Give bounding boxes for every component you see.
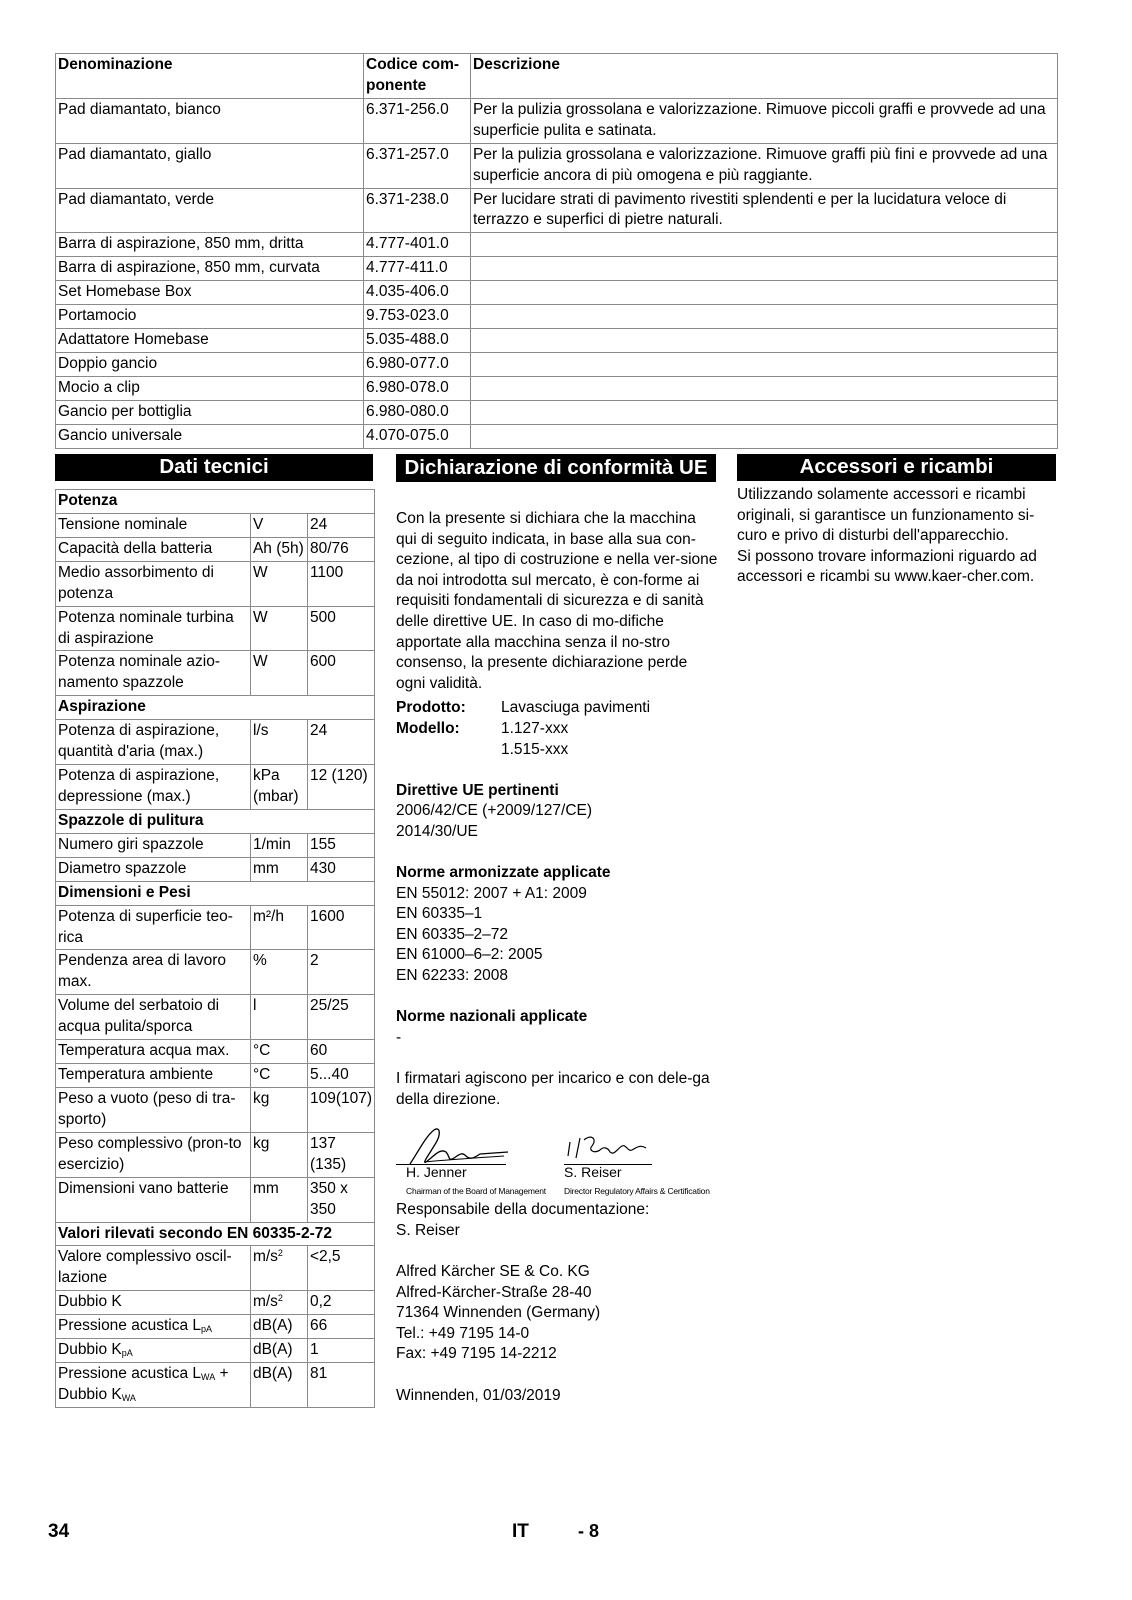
table-cell: Mocio a clip bbox=[56, 376, 364, 400]
tech-label-text: Dimensioni vano batterie bbox=[58, 1179, 229, 1197]
tech-label bbox=[56, 720, 251, 765]
tech-label-subscript: WA bbox=[121, 1392, 136, 1403]
table-cell: Doppio gancio bbox=[56, 352, 364, 376]
tech-label-text: Pressione acustica L bbox=[58, 1365, 202, 1383]
accessori-header: Accessori e ricambi bbox=[737, 454, 1056, 481]
tech-unit bbox=[250, 1291, 307, 1315]
tech-label-text: Potenza nominale azio-namento spazzole bbox=[58, 653, 220, 692]
table-cell: 6.980-080.0 bbox=[364, 400, 471, 424]
tech-row bbox=[56, 513, 375, 537]
accessori-column bbox=[737, 485, 1057, 588]
tech-unit bbox=[250, 857, 307, 881]
tech-value: 24 bbox=[307, 513, 374, 537]
tech-group-row bbox=[56, 881, 375, 905]
directive-item: 2014/30/UE bbox=[396, 822, 478, 840]
tech-row bbox=[56, 950, 375, 995]
signer1-role: Chairman of the Board of Management bbox=[406, 1186, 546, 1197]
tech-unit bbox=[250, 1339, 307, 1363]
tech-group-title: Valori rilevati secondo EN 60335-2-72 bbox=[56, 1222, 375, 1246]
table-cell: 6.371-256.0 bbox=[364, 98, 471, 143]
tech-unit bbox=[250, 720, 307, 765]
tech-unit-text: kPa (mbar) bbox=[252, 767, 299, 805]
tech-group-title: Aspirazione bbox=[56, 696, 375, 720]
tech-value: 1600 bbox=[307, 905, 374, 950]
table-cell: Set Homebase Box bbox=[56, 281, 364, 305]
model-value: 1.127-xxx bbox=[501, 719, 569, 737]
table-cell: 9.753-023.0 bbox=[364, 305, 471, 329]
tech-value: 80/76 bbox=[307, 537, 374, 561]
tech-label bbox=[56, 1087, 251, 1132]
table-cell: Pad diamantato, giallo bbox=[56, 143, 364, 188]
tech-label bbox=[56, 1132, 251, 1177]
table-row bbox=[56, 376, 1058, 400]
tech-label-subscript: pA bbox=[121, 1348, 133, 1359]
tech-label bbox=[56, 905, 251, 950]
table-row bbox=[56, 329, 1058, 353]
signer2-role: Director Regulatory Affairs & Certification bbox=[564, 1186, 710, 1197]
tech-group-row bbox=[56, 490, 375, 514]
tech-unit bbox=[250, 1064, 307, 1088]
tech-unit bbox=[250, 833, 307, 857]
table-cell: 6.371-238.0 bbox=[364, 188, 471, 233]
tech-unit bbox=[250, 651, 307, 696]
tech-group-title: Spazzole di pulitura bbox=[56, 809, 375, 833]
tech-unit-text: m/s bbox=[252, 1293, 278, 1311]
tech-unit-text: mm bbox=[252, 859, 279, 877]
tech-row bbox=[56, 606, 375, 651]
tech-value: 66 bbox=[307, 1315, 374, 1339]
table-header-row bbox=[56, 54, 1058, 99]
tech-group-row bbox=[56, 696, 375, 720]
tech-unit bbox=[250, 561, 307, 606]
tech-row bbox=[56, 1315, 375, 1339]
column-header: Denominazione bbox=[56, 54, 364, 99]
tech-group-title: Potenza bbox=[56, 490, 375, 514]
table-cell: 4.777-401.0 bbox=[364, 233, 471, 257]
tech-row bbox=[56, 1246, 375, 1291]
tech-unit-text: 1/min bbox=[252, 835, 291, 853]
tech-group-row bbox=[56, 1222, 375, 1246]
tech-value: 1100 bbox=[307, 561, 374, 606]
table-row bbox=[56, 305, 1058, 329]
tech-value: 60 bbox=[307, 1040, 374, 1064]
tech-label-text: Diametro spazzole bbox=[58, 859, 187, 877]
table-row bbox=[56, 257, 1058, 281]
tech-row bbox=[56, 1363, 375, 1408]
signatures bbox=[396, 1118, 718, 1198]
table-cell bbox=[471, 329, 1058, 353]
tech-row bbox=[56, 1132, 375, 1177]
national-title: Norme nazionali applicate bbox=[396, 1008, 588, 1026]
tech-label-text: Valore complessivo oscil-lazione bbox=[58, 1248, 232, 1287]
tech-row bbox=[56, 561, 375, 606]
tech-label-text: Volume del serbatoio di acqua pulita/sporca bbox=[58, 997, 220, 1036]
norm-item: EN 60335–1 bbox=[396, 905, 483, 923]
tech-unit bbox=[250, 537, 307, 561]
model-label: Modello: bbox=[396, 719, 460, 737]
national-value: - bbox=[396, 1028, 402, 1046]
tech-label-text: Tensione nominale bbox=[58, 515, 188, 533]
tech-value: 25/25 bbox=[307, 995, 374, 1040]
model-row bbox=[396, 719, 718, 760]
tech-row bbox=[56, 765, 375, 810]
tech-unit-text: % bbox=[252, 952, 267, 970]
page-sub-number: - 8 bbox=[578, 1521, 600, 1541]
tech-label bbox=[56, 1177, 251, 1222]
tech-unit-text: m/s bbox=[252, 1248, 278, 1266]
tech-label bbox=[56, 857, 251, 881]
tech-unit-text: kg bbox=[252, 1134, 270, 1152]
table-cell: Portamocio bbox=[56, 305, 364, 329]
tech-unit bbox=[250, 905, 307, 950]
tech-label bbox=[56, 1363, 251, 1408]
directive-item: 2006/42/CE (+2009/127/CE) bbox=[396, 802, 593, 820]
tech-row bbox=[56, 1177, 375, 1222]
company-line: Tel.: +49 7195 14-0 bbox=[396, 1324, 530, 1342]
place-date: Winnenden, 01/03/2019 bbox=[396, 1386, 561, 1404]
tech-value: 155 bbox=[307, 833, 374, 857]
table-cell: Adattatore Homebase bbox=[56, 329, 364, 353]
tech-label-text: Dubbio K bbox=[58, 1293, 122, 1311]
accessori-text-2: Si possono trovare informazioni riguardo ad accessori e ricambi su www.kaer-cher.com. bbox=[737, 547, 1037, 586]
tech-label bbox=[56, 606, 251, 651]
tech-label bbox=[56, 537, 251, 561]
product-label: Prodotto: bbox=[396, 699, 466, 717]
tech-unit bbox=[250, 1177, 307, 1222]
tech-unit-text: dB(A) bbox=[252, 1341, 293, 1359]
tech-unit-text: kg bbox=[252, 1089, 270, 1107]
column-header: Codice com- ponente bbox=[364, 54, 471, 99]
decl-header: Dichiarazione di conformità UE bbox=[396, 454, 716, 482]
table-cell bbox=[471, 305, 1058, 329]
tech-label bbox=[56, 651, 251, 696]
tech-value: 109(107) bbox=[307, 1087, 374, 1132]
tech-unit-text: Ah (5h) bbox=[252, 539, 304, 557]
tech-unit-superscript: 2 bbox=[277, 1248, 283, 1259]
tech-label bbox=[56, 765, 251, 810]
table-cell: Pad diamantato, bianco bbox=[56, 98, 364, 143]
tech-unit-text: W bbox=[252, 563, 268, 581]
tech-label-text: Potenza di superficie teo-rica bbox=[58, 907, 233, 946]
tech-group-title: Dimensioni e Pesi bbox=[56, 881, 375, 905]
tech-label bbox=[56, 561, 251, 606]
tech-unit-superscript: 2 bbox=[277, 1293, 283, 1304]
tech-unit-text: l bbox=[252, 997, 257, 1015]
accessori-text-1: Utilizzando solamente accessori e ricambi originali, si garantisce un funzionamento si-curo e privo di disturbi dell'apparecchio. bbox=[737, 486, 1035, 545]
table-cell bbox=[471, 424, 1058, 448]
table-cell: 6.980-078.0 bbox=[364, 376, 471, 400]
tech-unit bbox=[250, 1040, 307, 1064]
product-row bbox=[396, 698, 718, 719]
tech-value: 430 bbox=[307, 857, 374, 881]
tech-label-text: Capacità della batteria bbox=[58, 539, 213, 557]
tech-unit bbox=[250, 1315, 307, 1339]
tech-table bbox=[55, 489, 375, 1408]
tech-unit-text: dB(A) bbox=[252, 1365, 293, 1383]
tech-value: 81 bbox=[307, 1363, 374, 1408]
signer1-name: H. Jenner bbox=[406, 1164, 467, 1181]
table-row bbox=[56, 281, 1058, 305]
tech-unit-text: °C bbox=[252, 1042, 271, 1060]
tech-value: <2,5 bbox=[307, 1246, 374, 1291]
tech-row bbox=[56, 1291, 375, 1315]
table-row bbox=[56, 400, 1058, 424]
tech-label-text: Pressione acustica L bbox=[58, 1317, 202, 1335]
tech-unit-text: W bbox=[252, 653, 268, 671]
tech-label-text: Medio assorbimento di potenza bbox=[58, 563, 214, 602]
tech-value: 137 (135) bbox=[307, 1132, 374, 1177]
tech-group-row bbox=[56, 809, 375, 833]
declaration-column bbox=[396, 509, 718, 1406]
tech-label-text: Potenza di aspirazione, depressione (max.) bbox=[58, 767, 220, 805]
signers-text: I firmatari agiscono per incarico e con dele-ga della direzione. bbox=[396, 1070, 710, 1108]
tech-label bbox=[56, 513, 251, 537]
table-cell: Gancio per bottiglia bbox=[56, 400, 364, 424]
tech-row bbox=[56, 720, 375, 765]
tech-value: 12 (120) bbox=[307, 765, 374, 810]
tech-unit bbox=[250, 1087, 307, 1132]
tech-label-text: Peso complessivo (pron-to esercizio) bbox=[58, 1134, 242, 1173]
tech-unit-text: m²/h bbox=[252, 907, 284, 925]
table-cell: 4.777-411.0 bbox=[364, 257, 471, 281]
table-cell: 6.371-257.0 bbox=[364, 143, 471, 188]
directives-title: Direttive UE pertinenti bbox=[396, 781, 559, 799]
tech-value: 1 bbox=[307, 1339, 374, 1363]
tech-row bbox=[56, 1339, 375, 1363]
tech-header: Dati tecnici bbox=[55, 454, 373, 481]
model-value: 1.515-xxx bbox=[501, 740, 569, 758]
tech-unit bbox=[250, 1132, 307, 1177]
tech-label-text: Potenza di aspirazione, quantità d'aria (max.) bbox=[58, 722, 220, 761]
tech-unit-text: V bbox=[252, 515, 264, 533]
tech-value: 350 x 350 bbox=[307, 1177, 374, 1222]
tech-unit-text: l/s bbox=[252, 722, 269, 740]
tech-label-text: Peso a vuoto (peso di tra-sporto) bbox=[58, 1089, 236, 1128]
tech-label-text: Dubbio K bbox=[58, 1341, 122, 1359]
table-cell bbox=[471, 400, 1058, 424]
tech-row bbox=[56, 537, 375, 561]
table-cell bbox=[471, 376, 1058, 400]
tech-label bbox=[56, 1246, 251, 1291]
decl-intro: Con la presente si dichiara che la macchina qui di seguito indicata, in base alla sua con-cezione, al tipo di costruzione e nella ver-sione da noi introdotta sul mercato, è con-forme ai requisiti fondamentali di sicurezza e di sanità delle direttive UE. In caso di mo-difiche apportate alla macchina senza il no-stro consenso, la presente dichiarazione perde ogni validità. bbox=[396, 510, 718, 692]
table-cell bbox=[471, 257, 1058, 281]
tech-row bbox=[56, 1064, 375, 1088]
signature-reiser bbox=[564, 1130, 654, 1166]
tech-value: 24 bbox=[307, 720, 374, 765]
table-cell: Barra di aspirazione, 850 mm, curvata bbox=[56, 257, 364, 281]
tech-label bbox=[56, 1040, 251, 1064]
table-cell: 5.035-488.0 bbox=[364, 329, 471, 353]
tech-unit bbox=[250, 995, 307, 1040]
table-cell: 6.980-077.0 bbox=[364, 352, 471, 376]
tech-value: 500 bbox=[307, 606, 374, 651]
norm-item: EN 62233: 2008 bbox=[396, 967, 509, 985]
column-header: Descrizione bbox=[471, 54, 1058, 99]
tech-label-subscript: pA bbox=[201, 1324, 213, 1335]
tech-row bbox=[56, 905, 375, 950]
tech-unit-text: °C bbox=[252, 1066, 271, 1084]
tech-label-text: Temperatura ambiente bbox=[58, 1066, 214, 1084]
table-cell: Per lucidare strati di pavimento rivestiti splendenti e per la lucidatura veloce di terrazzo e superfici di pietre naturali. bbox=[471, 188, 1058, 233]
company-line: Alfred Kärcher SE & Co. KG bbox=[396, 1263, 590, 1280]
tech-row bbox=[56, 1087, 375, 1132]
table-cell: Per la pulizia grossolana e valorizzazione. Rimuove piccoli graffi e provvede ad una superficie pulita e satinata. bbox=[471, 98, 1058, 143]
tech-label-text: Potenza nominale turbina di aspirazione bbox=[58, 608, 234, 647]
table-cell: Gancio universale bbox=[56, 424, 364, 448]
table-cell bbox=[471, 281, 1058, 305]
table-row bbox=[56, 233, 1058, 257]
tech-unit-text: W bbox=[252, 608, 268, 626]
doc-resp-label: Responsabile della documentazione: bbox=[396, 1201, 650, 1219]
tech-unit bbox=[250, 765, 307, 810]
tech-row bbox=[56, 651, 375, 696]
norm-item: EN 61000–6–2: 2005 bbox=[396, 946, 543, 964]
tech-value: 600 bbox=[307, 651, 374, 696]
tech-label bbox=[56, 995, 251, 1040]
norm-item: EN 55012: 2007 + A1: 2009 bbox=[396, 884, 587, 902]
tech-label-text: Pendenza area di lavoro max. bbox=[58, 952, 227, 991]
table-row bbox=[56, 188, 1058, 233]
table-row bbox=[56, 424, 1058, 448]
tech-unit bbox=[250, 606, 307, 651]
tech-label bbox=[56, 1315, 251, 1339]
tech-row bbox=[56, 1040, 375, 1064]
page-number: 34 bbox=[48, 1521, 70, 1542]
tech-label-text: Numero giri spazzole bbox=[58, 835, 204, 853]
signer2-name: S. Reiser bbox=[564, 1164, 622, 1181]
tech-label-text: Temperatura acqua max. bbox=[58, 1042, 230, 1060]
table-cell: 4.070-075.0 bbox=[364, 424, 471, 448]
company-line: 71364 Winnenden (Germany) bbox=[396, 1304, 601, 1322]
tech-label bbox=[56, 950, 251, 995]
tech-unit bbox=[250, 1363, 307, 1408]
tech-unit-text: mm bbox=[252, 1179, 279, 1197]
tech-label bbox=[56, 1064, 251, 1088]
table-cell: 4.035-406.0 bbox=[364, 281, 471, 305]
table-cell bbox=[471, 352, 1058, 376]
doc-resp-name: S. Reiser bbox=[396, 1221, 460, 1239]
table-cell: Pad diamantato, verde bbox=[56, 188, 364, 233]
tech-unit-text: dB(A) bbox=[252, 1317, 293, 1335]
tech-value: 2 bbox=[307, 950, 374, 995]
table-row bbox=[56, 352, 1058, 376]
tech-unit bbox=[250, 950, 307, 995]
tech-label bbox=[56, 1339, 251, 1363]
tech-row bbox=[56, 833, 375, 857]
language-code: IT bbox=[512, 1521, 529, 1542]
tech-value: 0,2 bbox=[307, 1291, 374, 1315]
tech-label bbox=[56, 1291, 251, 1315]
accessories-table bbox=[55, 53, 1058, 449]
norms-title: Norme armonizzate applicate bbox=[396, 864, 611, 882]
tech-value: 5...40 bbox=[307, 1064, 374, 1088]
tech-label-subscript: WA bbox=[201, 1372, 216, 1383]
table-cell bbox=[471, 233, 1058, 257]
company-line: Alfred-Kärcher-Straße 28-40 bbox=[396, 1283, 592, 1301]
table-row bbox=[56, 98, 1058, 143]
tech-label bbox=[56, 833, 251, 857]
tech-unit bbox=[250, 513, 307, 537]
norm-item: EN 60335–2–72 bbox=[396, 925, 509, 943]
tech-row bbox=[56, 995, 375, 1040]
company-line: Fax: +49 7195 14-2212 bbox=[396, 1345, 557, 1363]
table-row bbox=[56, 143, 1058, 188]
tech-unit bbox=[250, 1246, 307, 1291]
tech-label-tail: + Dubbio K bbox=[58, 1365, 229, 1403]
product-value: Lavasciuga pavimenti bbox=[501, 699, 651, 717]
table-cell: Barra di aspirazione, 850 mm, dritta bbox=[56, 233, 364, 257]
table-cell: Per la pulizia grossolana e valorizzazione. Rimuove graffi più fini e provvede ad una superficie ancora di più omogena e più raggiante. bbox=[471, 143, 1058, 188]
tech-row bbox=[56, 857, 375, 881]
